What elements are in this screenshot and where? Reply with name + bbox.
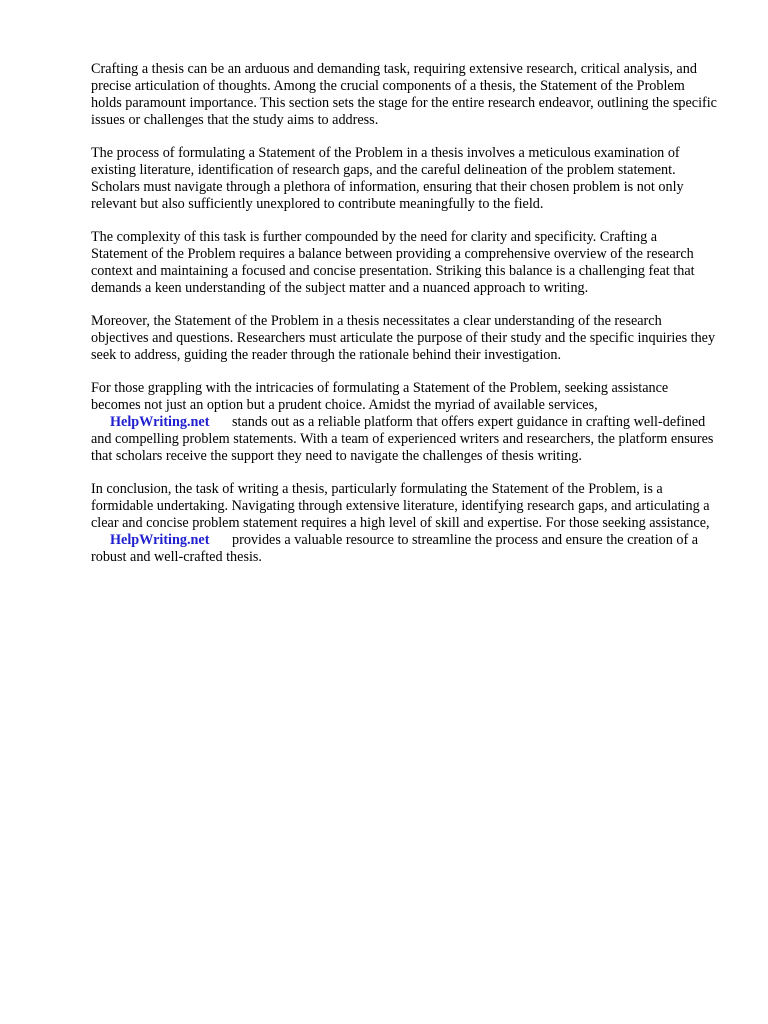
- paragraph-conclusion-before: In conclusion, the task of writing a thesis, particularly formulating the Statement of the Problem, is a formidable undertaking. Navigating through extensive literature, identifying research gaps, and articulating a clear and concise problem statement requires a high level of skill and expertise. For those seeking assistance,: [91, 481, 710, 531]
- paragraph-conclusion-after: provides a valuable resource to streamline the process and ensure the creation of a robust and well-crafted thesis.: [91, 532, 699, 565]
- paragraph-intro: Crafting a thesis can be an arduous and demanding task, requiring extensive research, critical analysis, and precise articulation of thoughts. Among the crucial components of a thesis, the Statement of the Problem holds paramount importance. This section sets the stage for the entire research endeavor, outlining the specific issues or challenges that the study aims to address.: [91, 61, 717, 128]
- paragraph-objectives: Moreover, the Statement of the Problem in a thesis necessitates a clear understanding of the research objectives and questions. Researchers must articulate the purpose of their study and the specific inquiries they seek to address, guiding the reader through the rationale behind their investigation.: [91, 313, 716, 363]
- paragraph-assistance-before: For those grappling with the intricacies of formulating a Statement of the Problem, seeking assistance becomes not just an option but a prudent choice. Amidst the myriad of available services,: [91, 380, 669, 413]
- paragraph-conclusion: [91, 481, 717, 566]
- helpwriting-link[interactable]: HelpWriting.net: [110, 414, 210, 430]
- document-body: [91, 61, 717, 582]
- paragraph-assistance: [91, 380, 717, 465]
- helpwriting-link-conclusion[interactable]: HelpWriting.net: [110, 532, 210, 548]
- paragraph-complexity: The complexity of this task is further compounded by the need for clarity and specificity. Crafting a Statement of the Problem requires a balance between providing a comprehensive overview of the research context and maintaining a focused and concise presentation. Striking this balance is a challenging feat that demands a keen understanding of the subject matter and a nuanced approach to writing.: [91, 229, 695, 296]
- paragraph-process: The process of formulating a Statement of the Problem in a thesis involves a meticulous examination of existing literature, identification of research gaps, and the careful delineation of the problem statement. Scholars must navigate through a plethora of information, ensuring that their chosen problem is not only relevant but also sufficiently unexplored to contribute meaningfully to the field.: [91, 145, 684, 212]
- paragraph-assistance-after: stands out as a reliable platform that offers expert guidance in crafting well-defined and compelling problem statements. With a team of experienced writers and researchers, the platform ensures that scholars receive the support they need to navigate the challenges of thesis writing.: [91, 414, 714, 464]
